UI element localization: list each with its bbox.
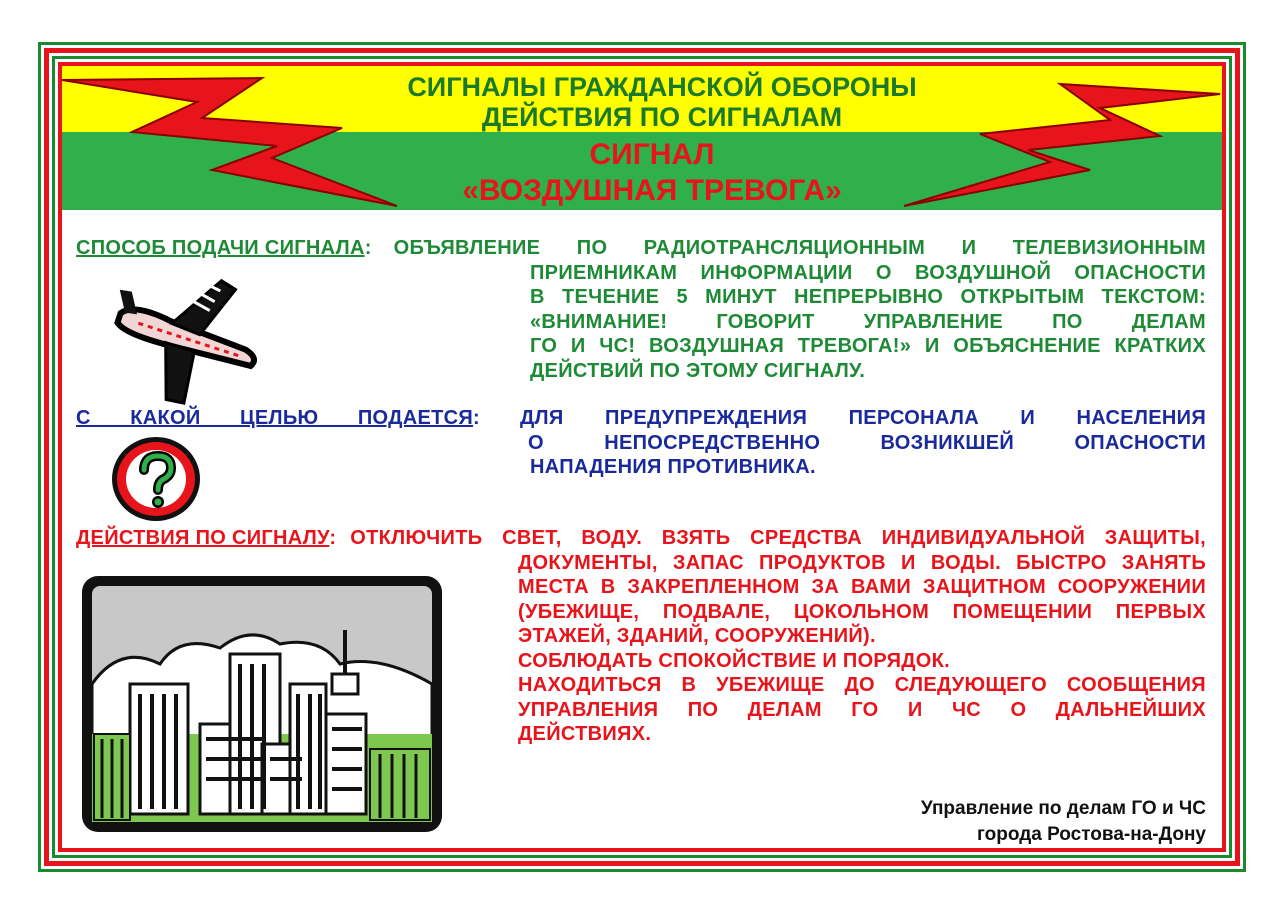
- header-title: СИГНАЛЫ ГРАЖДАНСКОЙ ОБОРОНЫ: [407, 72, 917, 102]
- footer-organization: [921, 796, 1206, 848]
- section-actions-first-row: ДЕЙСТВИЯ ПО СИГНАЛУ: ОТКЛЮЧИТЬ СВЕТ, ВОДУ. ВЗЯТЬ СРЕДСТВА ИНДИВИДУАЛЬНОЙ ЗАЩИТЫ,: [76, 527, 1206, 549]
- section-actions-line: ДОКУМЕНТЫ, ЗАПАС ПРОДУКТОВ И ВОДЫ. БЫСТРО ЗАНЯТЬ: [518, 551, 1206, 574]
- question-mark-icon: [108, 434, 204, 524]
- section-actions-text: ОТКЛЮЧИТЬ СВЕТ, ВОДУ. ВЗЯТЬ СРЕДСТВА ИНДИВИДУАЛЬНОЙ ЗАЩИТЫ,: [350, 527, 1206, 549]
- section-actions-line: МЕСТА В ЗАКРЕПЛЕННОМ ЗА ВАМИ ЗАЩИТНОМ СООРУЖЕНИИ: [518, 576, 1206, 598]
- section-actions-line: НАХОДИТЬСЯ В УБЕЖИЩЕ ДО СЛЕДУЮЩЕГО СООБЩЕНИЯ: [518, 674, 1206, 696]
- section-purpose-label: С КАКОЙ ЦЕЛЬЮ ПОДАЕТСЯ: [76, 407, 474, 429]
- section-actions-line: (УБЕЖИЩЕ, ПОДВАЛЕ, ЦОКОЛЬНОМ ПОМЕЩЕНИИ ПЕРВЫХ: [518, 600, 1206, 623]
- section-purpose: [76, 406, 480, 431]
- section-purpose-line: О НЕПОСРЕДСТВЕННО ВОЗНИКШЕЙ ОПАСНОСТИ: [528, 431, 1206, 454]
- signal-label: СИГНАЛ: [589, 138, 715, 171]
- section-actions-line: СОБЛЮДАТЬ СПОКОЙСТВИЕ И ПОРЯДОК.: [518, 649, 951, 672]
- section-method-body: [530, 261, 1206, 384]
- section-method-line: ДЕЙСТВИЙ ПО ЭТОМУ СИГНАЛУ.: [530, 359, 866, 382]
- footer-line-2: города Ростова-на-Дону: [976, 824, 1206, 845]
- section-actions-label: ДЕЙСТВИЯ ПО СИГНАЛУ: [76, 527, 330, 549]
- section-method-first-row: СПОСОБ ПОДАЧИ СИГНАЛА: ОБЪЯВЛЕНИЕ ПО РАДИОТРАНСЛЯЦИОННЫМ И ТЕЛЕВИЗИОННЫМ: [76, 237, 1206, 259]
- section-actions: [76, 526, 1206, 551]
- section-purpose-line: НАПАДЕНИЯ ПРОТИВНИКА.: [530, 456, 816, 478]
- section-method-label: СПОСОБ ПОДАЧИ СИГНАЛА: [76, 237, 365, 259]
- header-subtitle: ДЕЙСТВИЯ ПО СИГНАЛАМ: [481, 102, 843, 132]
- section-method-line: ПРИЕМНИКАМ ИНФОРМАЦИИ О ВОЗДУШНОЙ ОПАСНОСТИ: [530, 261, 1206, 284]
- section-method: [76, 236, 1206, 261]
- section-method-line: «ВНИМАНИЕ! ГОВОРИТ УПРАВЛЕНИЕ ПО ДЕЛАМ: [530, 310, 1206, 333]
- section-method-text: ОБЪЯВЛЕНИЕ ПО РАДИОТРАНСЛЯЦИОННЫМ И ТЕЛЕВИЗИОННЫМ: [393, 237, 1206, 259]
- section-purpose-line: ДЛЯ ПРЕДУПРЕЖДЕНИЯ ПЕРСОНАЛА И НАСЕЛЕНИЯ: [520, 407, 1206, 429]
- footer-line-1: Управление по делам ГО и ЧС: [920, 798, 1206, 819]
- section-actions-line: УПРАВЛЕНИЯ ПО ДЕЛАМ ГО И ЧС О ДАЛЬНЕЙШИХ: [518, 698, 1206, 721]
- section-actions-body: [518, 551, 1206, 747]
- section-purpose-body: [520, 406, 1206, 480]
- section-method-line: В ТЕЧЕНИЕ 5 МИНУТ НЕПРЕРЫВНО ОТКРЫТЫМ ТЕКСТОМ:: [530, 286, 1206, 308]
- airplane-icon: [106, 268, 262, 408]
- section-actions-line: ДЕЙСТВИЯХ.: [518, 723, 652, 745]
- section-actions-line: ЭТАЖЕЙ, ЗДАНИЙ, СООРУЖЕНИЙ).: [518, 625, 876, 647]
- city-skyline-icon: [80, 574, 444, 834]
- section-purpose-label-row: С КАКОЙ ЦЕЛЬЮ ПОДАЕТСЯ :: [76, 407, 480, 429]
- section-method-line: ГО И ЧС! ВОЗДУШНАЯ ТРЕВОГА!» И ОБЪЯСНЕНИЕ КРАТКИХ: [530, 335, 1206, 357]
- signal-name: «ВОЗДУШНАЯ ТРЕВОГА»: [462, 174, 842, 207]
